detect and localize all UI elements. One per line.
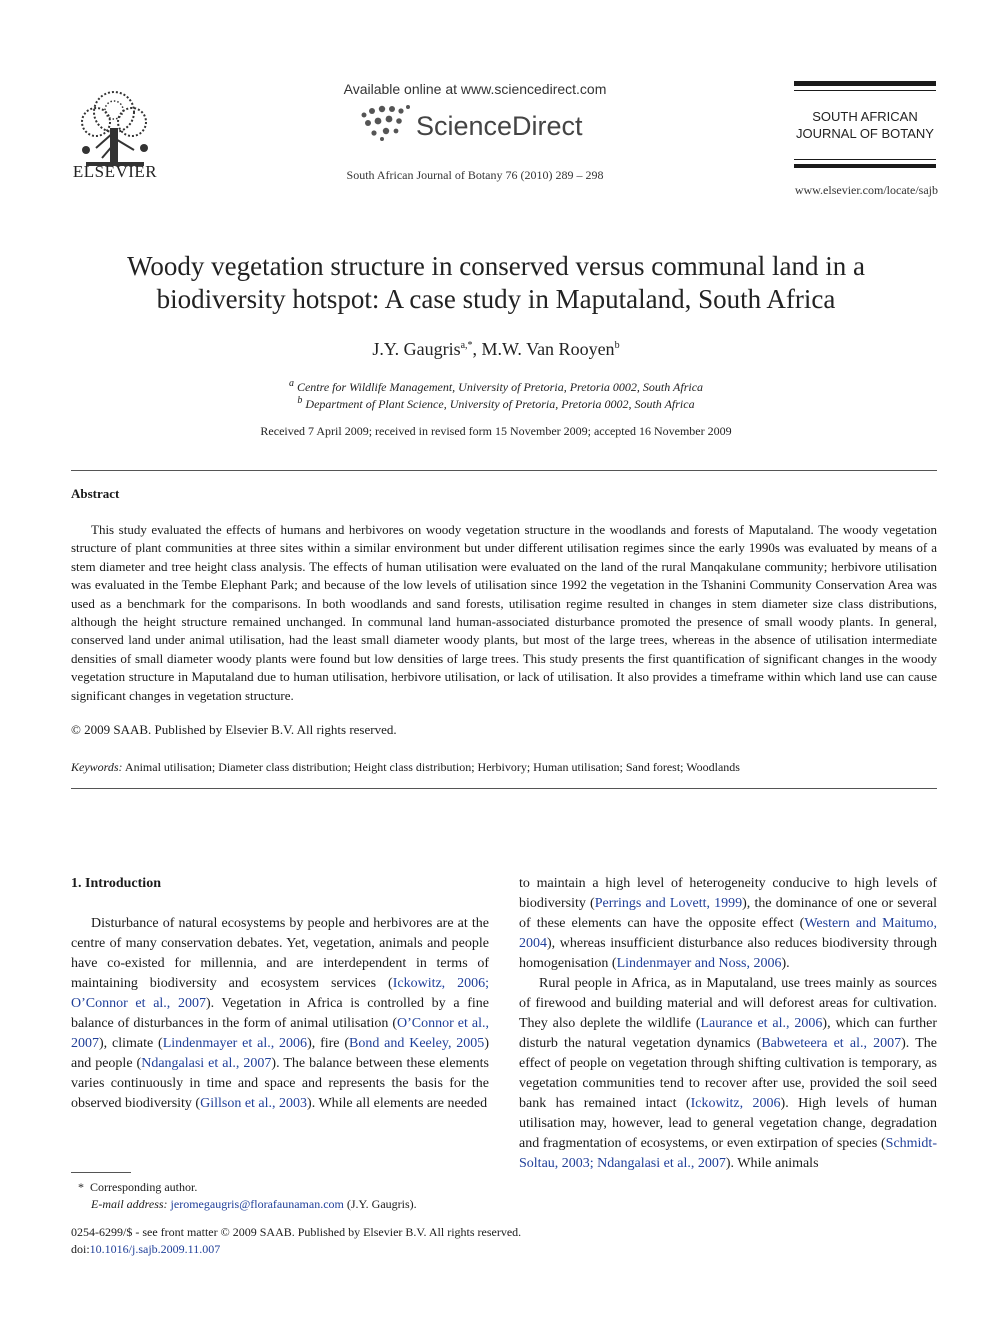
email-link[interactable]: jeromegaugris@florafaunaman.com bbox=[170, 1197, 344, 1211]
paragraph-text: ), whereas insufficient disturbance also reduces biodiversity through homogenisation ( bbox=[519, 936, 937, 971]
author-name: J.Y. Gaugris bbox=[372, 339, 461, 359]
section-heading: 1. Introduction bbox=[71, 876, 161, 891]
citation-link[interactable]: Laurance et al., 2006 bbox=[700, 1016, 823, 1031]
author-name: M.W. Van Rooyen bbox=[481, 339, 615, 359]
citation-link[interactable]: Western and Maitumo, 2004 bbox=[519, 916, 937, 951]
section-rule bbox=[71, 788, 937, 789]
citation-link[interactable]: Lindenmayer et al., 2006 bbox=[162, 1036, 308, 1051]
citation-link[interactable]: Babweteera et al., 2007 bbox=[761, 1036, 902, 1051]
paragraph-text: ). Vegetation in Africa is controlled by a fine balance of disturbances in the form of animal utilisation ( bbox=[71, 996, 489, 1031]
paragraph-text: ), which can further disturb the natural vegetation dynamics ( bbox=[519, 1016, 937, 1051]
footnote-mark: * bbox=[78, 1180, 84, 1194]
article-title bbox=[60, 250, 932, 316]
paragraph-text: Disturbance of natural ecosystems by people and herbivores are at the centre of many conservation debates. Yet, vegetation, animals and people have co-existed for millennia, and are interdependent in terms of maintaining biodiversity and ecosystem services ( bbox=[71, 916, 489, 991]
issn-line: 0254-6299/$ - see front matter © 2009 SAAB. Published by Elsevier B.V. All rights reserved. bbox=[71, 1225, 522, 1239]
citation-link[interactable]: Gillson et al., 2003 bbox=[200, 1096, 308, 1111]
sciencedirect-logo[interactable] bbox=[358, 103, 598, 143]
citation-link[interactable]: Perrings and Lovett, 1999 bbox=[594, 896, 743, 911]
paragraph-text: ). The balance between these elements varies continuously in time and space and represents the basis for the observed biodiversity ( bbox=[71, 1056, 490, 1111]
citation-link[interactable]: Lindenmayer and Noss, 2006 bbox=[616, 956, 782, 971]
affiliation-a bbox=[60, 380, 932, 395]
body-paragraph bbox=[519, 874, 937, 974]
paragraph-text: ). High levels of human utilisation may, however, lead to general vegetation change, degradation and fragmentation of ecosystems, or even extirpation of species ( bbox=[519, 1096, 937, 1151]
paragraph-text: ), climate ( bbox=[99, 1036, 163, 1051]
abstract-heading: Abstract bbox=[71, 486, 120, 501]
journal-name bbox=[790, 108, 940, 142]
author-affiliation-mark: a, bbox=[460, 340, 468, 351]
paragraph-text: Rural people in Africa, as in Maputaland, use trees mainly as sources of firewood and building material and will deforest areas for cultivation. They also deplete the wildlife ( bbox=[519, 976, 937, 1031]
email-suffix: (J.Y. Gaugris). bbox=[343, 1197, 417, 1211]
received-dates: Received 7 April 2009; received in revised form 15 November 2009; accepted 16 November 2009 bbox=[260, 424, 732, 438]
header-rule bbox=[794, 90, 936, 91]
right-column bbox=[519, 874, 937, 1174]
keywords-list: Animal utilisation; Diameter class distribution; Height class distribution; Herbivory; Human utilisation; Sand forest; Woodlands bbox=[124, 760, 740, 774]
journal-name-line2: JOURNAL OF BOTANY bbox=[796, 126, 934, 141]
corresponding-label: Corresponding author. bbox=[90, 1180, 198, 1194]
paragraph-text: to maintain a high level of heterogeneity conducive to high levels of biodiversity ( bbox=[519, 876, 937, 911]
affiliation-text: Department of Plant Science, University of Pretoria, Pretoria 0002, South Africa bbox=[305, 397, 695, 411]
citation-link[interactable]: Ndangalasi et al., 2007 bbox=[141, 1056, 272, 1071]
paragraph-text: ). bbox=[781, 956, 790, 971]
doi-link[interactable]: 10.1016/j.sajb.2009.11.007 bbox=[89, 1242, 221, 1256]
title-line: Woody vegetation structure in conserved versus communal land in a bbox=[127, 251, 865, 281]
affiliation-b bbox=[60, 397, 932, 412]
copyright-notice: © 2009 SAAB. Published by Elsevier B.V. All rights reserved. bbox=[71, 722, 397, 737]
header-rule bbox=[794, 159, 936, 160]
paragraph-text: ). While animals bbox=[725, 1156, 819, 1171]
keywords bbox=[71, 760, 937, 775]
paragraph-text: ), fire ( bbox=[307, 1036, 349, 1051]
paragraph-text: ) and people ( bbox=[71, 1036, 489, 1071]
body-paragraph bbox=[71, 914, 489, 1114]
affiliation-mark: a bbox=[288, 378, 294, 389]
publisher-name: ELSEVIER bbox=[72, 162, 158, 181]
footnote-rule bbox=[71, 1172, 131, 1173]
body-paragraph bbox=[519, 974, 937, 1174]
citation-link[interactable]: O’Connor et al., 2007 bbox=[71, 1016, 489, 1051]
email-footnote bbox=[91, 1197, 417, 1212]
citation-link[interactable]: Ickowitz, 2006; O’Connor et al., 2007 bbox=[71, 976, 490, 1011]
abstract-text: This study evaluated the effects of humans and herbivores on woody vegetation structure in the woodlands and forests of Maputaland. The woody vegetation structure of plant communities at three sites within a similar environment but under different utilisation regimes since the early 1990s was evaluated by means of a stem diameter and tree height class analysis. The effects of human utilisation were evaluated on the land of the rural Manqakulane community; herbivore utilisation was evaluated in the Tembe Elephant Park; and because of the low levels of utilisation since 1992 the vegetation in the Tshanini Community Conservation Area was used as a benchmark for the comparisons. In both woodlands and sand forests, utilisation regime resulted in changes in stem diameter size class distributions, although the height structure remained unchanged. In communal land human-associated disturbance promoted the presence of small woody plants. In general, conserved land under animal utilisation, had the least small diameter woody plants, but most of the large trees, whereas in the absence of utilisation intermediate densities of small diameter woody plants were found but low densities of large trees. This study presents the first quantification of significant changes in the woody vegetation structure in Maputaland due to human utilisation, herbivore utilisation, or lack of utilisation. It also provides a timeframe within which land use can cause significant changes in vegetation structure. bbox=[71, 522, 937, 703]
journal-reference: South African Journal of Botany 76 (2010) 289 – 298 bbox=[346, 168, 604, 182]
author-affiliation-mark: b bbox=[614, 340, 620, 351]
corresponding-footnote bbox=[78, 1180, 197, 1195]
doi-label: doi: bbox=[71, 1242, 90, 1256]
author-list bbox=[60, 339, 932, 360]
author-separator: , bbox=[472, 339, 482, 359]
available-online-text[interactable]: Available online at www.sciencedirect.com bbox=[343, 81, 607, 97]
keywords-label: Keywords: bbox=[71, 760, 123, 774]
citation-link[interactable]: Ickowitz, 2006 bbox=[690, 1096, 781, 1111]
paragraph-text: ), the dominance of one or several of these elements can have the opposite effect ( bbox=[519, 896, 938, 931]
citation-link[interactable]: Schmidt-Soltau, 2003; Ndangalasi et al., 2007 bbox=[519, 1136, 937, 1171]
header-rule bbox=[794, 164, 936, 168]
header-rule bbox=[794, 81, 936, 86]
title-line: biodiversity hotspot: A case study in Maputaland, South Africa bbox=[156, 284, 836, 314]
paragraph-text: ). While all elements are needed bbox=[307, 1096, 488, 1111]
journal-url[interactable]: www.elsevier.com/locate/sajb bbox=[794, 183, 938, 197]
affiliation-text: Centre for Wildlife Management, University of Pretoria, Pretoria 0002, South Africa bbox=[296, 380, 704, 394]
sciencedirect-wordmark: ScienceDirect bbox=[416, 111, 583, 141]
corresponding-author-mark[interactable]: * bbox=[467, 340, 473, 351]
citation-link[interactable]: Bond and Keeley, 2005 bbox=[349, 1036, 485, 1051]
email-label: E-mail address: bbox=[91, 1197, 168, 1211]
paragraph-text: ). The effect of people on vegetation through shifting cultivation is temporary, as vegetation communities tend to recover after use, provided the soil seed bank has remained intact ( bbox=[519, 1036, 937, 1111]
section-rule bbox=[71, 470, 937, 471]
doi-line bbox=[71, 1242, 220, 1257]
affiliation-mark: b bbox=[297, 395, 303, 406]
left-column bbox=[71, 874, 489, 1114]
journal-name-line1: SOUTH AFRICAN bbox=[812, 109, 918, 124]
